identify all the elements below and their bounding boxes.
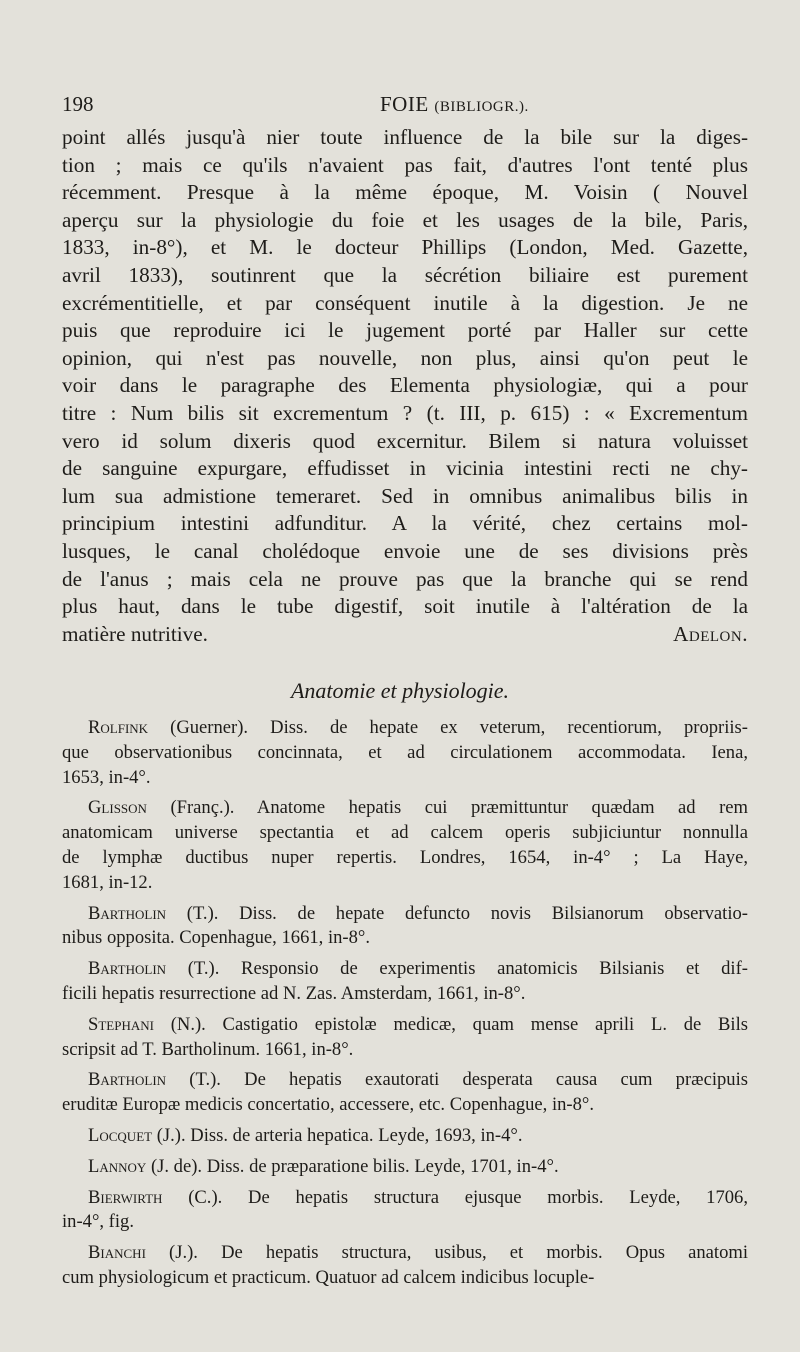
running-head: [380, 92, 529, 117]
body-line: plus haut, dans le tube digestif, soit inutile à l'altération de la: [62, 594, 748, 619]
bibliography-line: 1653, in-4°.: [62, 766, 151, 788]
author-signature: Adelon.: [673, 621, 748, 646]
bibliography-line: Bierwirth (C.). De hepatis structura ejusque morbis. Leyde, 1706,: [88, 1186, 748, 1208]
author-name: Locquet: [88, 1124, 157, 1146]
bibliography-entry: [62, 1186, 748, 1236]
section-title: Anatomie et physiologie.: [290, 678, 510, 703]
bibliography-entry: [62, 902, 748, 952]
author-name: Stephani: [88, 1013, 171, 1035]
body-line: aperçu sur la physiologie du foie et les usages de la bile, Paris,: [62, 207, 748, 232]
body-line: titre : Num bilis sit excrementum ? (t. III, p. 615) : « Excrementum: [62, 400, 748, 425]
bibliography-line: de lymphæ ductibus nuper repertis. Londres, 1654, in-4° ; La Haye,: [62, 846, 748, 868]
bibliography-line: eruditæ Europæ medicis concertatio, accessere, etc. Copenhague, in-8°.: [62, 1094, 595, 1116]
page-number: 198: [62, 92, 94, 116]
body-line: lusques, le canal cholédoque envoie une de ses divisions près: [62, 538, 748, 563]
author-name: Bierwirth: [88, 1186, 189, 1208]
bibliography-line: Stephani (N.). Castigatio epistolæ medicæ, quam mense aprili L. de Bils: [88, 1013, 748, 1035]
body-line: avril 1833), soutinrent que la sécrétion biliaire est purement: [62, 262, 748, 287]
body-line: tion ; mais ce qu'ils n'avaient pas fait, d'autres l'ont tenté plus: [62, 152, 748, 177]
bibliography-line: ficili hepatis resurrectione ad N. Zas. Amsterdam, 1661, in-8°.: [62, 982, 526, 1004]
body-line: voir dans le paragraphe des Elementa physiologiæ, qui a pour: [62, 373, 748, 398]
running-subtitle: (BIBLIOGR.).: [434, 99, 529, 115]
author-name: Glisson: [88, 797, 171, 819]
bibliography-line: in-4°, fig.: [62, 1211, 134, 1233]
bibliography-entry: [62, 1155, 748, 1180]
body-line: point allés jusqu'à nier toute influence de la bile sur la diges-: [62, 125, 748, 149]
bibliography-entry: [62, 796, 748, 895]
bibliography: [62, 716, 748, 1297]
body-line: puis que reproduire ici le jugement porté par Haller sur cette: [62, 318, 748, 343]
bibliography-line: Lannoy (J. de). Diss. de præparatione bilis. Leyde, 1701, in-4°.: [88, 1155, 559, 1177]
bibliography-entry: [62, 716, 748, 790]
bibliography-line: cum physiologicum et practicum. Quatuor ad calcem indicibus locuple-: [62, 1266, 595, 1288]
bibliography-entry: [62, 957, 748, 1007]
bibliography-entry: [62, 1241, 748, 1291]
bibliography-line: Glisson (Franç.). Anatome hepatis cui præmittuntur quædam ad rem: [88, 797, 748, 819]
body-line: récemment. Presque à la même époque, M. Voisin ( Nouvel: [62, 180, 748, 205]
bibliography-line: Bartholin (T.). Diss. de hepate defuncto novis Bilsianorum observatio-: [88, 902, 748, 924]
bibliography-entry: [62, 1013, 748, 1063]
bibliography-line: Bianchi (J.). De hepatis structura, usibus, et morbis. Opus anatomi: [88, 1242, 749, 1264]
bibliography-line: anatomicam universe spectantia et ad calcem operis subjiciuntur nonnulla: [62, 822, 748, 844]
author-name: Rolfink: [88, 717, 171, 738]
bibliography-entry: [62, 1068, 748, 1118]
body-line: principium intestini adfunditur. A la vérité, chez certains mol-: [62, 511, 748, 536]
bibliography-line: Bartholin (T.). Responsio de experimentis anatomicis Bilsianis et dif-: [88, 958, 748, 980]
body-line: de l'anus ; mais cela ne prouve pas que la branche qui se rend: [62, 566, 748, 591]
body-line: de sanguine expurgare, effudisset in vicinia intestini recti ne chy-: [62, 456, 748, 481]
body-line: lum sua admistione temeraret. Sed in omnibus animalibus bilis in: [62, 483, 748, 508]
author-name: Lannoy: [88, 1155, 151, 1177]
body-line: opinion, qui n'est pas nouvelle, non plus, ainsi qu'on peut le: [62, 345, 748, 370]
bibliography-line: Rolfink (Guerner). Diss. de hepate ex veterum, recentiorum, propriis-: [88, 717, 748, 738]
bibliography-entry: [62, 1124, 748, 1149]
author-name: Bartholin: [88, 902, 187, 924]
author-name: Bartholin: [88, 958, 188, 980]
bibliography-line: que observationibus concinnata, et ad circulationem accommodata. Iena,: [62, 741, 748, 763]
bibliography-line: scripsit ad T. Bartholinum. 1661, in-8°.: [62, 1038, 354, 1060]
bibliography-line: nibus opposita. Copenhague, 1661, in-8°.: [62, 927, 371, 949]
body-line: excrémentitielle, et par conséquent inutile à la digestion. Je ne: [62, 290, 748, 315]
bibliography-line: Bartholin (T.). De hepatis exautorati desperata causa cum præcipuis: [88, 1069, 748, 1091]
page-header: [62, 92, 748, 122]
bibliography-line: Locquet (J.). Diss. de arteria hepatica. Leyde, 1693, in-4°.: [88, 1124, 523, 1146]
running-title: FOIE: [380, 92, 429, 116]
bibliography-line: 1681, in-12.: [62, 871, 153, 893]
body-line: 1833, in-8°), et M. le docteur Phillips (London, Med. Gazette,: [62, 235, 748, 260]
body-line: vero id solum dixeris quod excernitur. Bilem si natura voluisset: [62, 428, 748, 453]
author-name: Bartholin: [88, 1069, 190, 1091]
body-line: matière nutritive. Adelon.: [62, 621, 748, 649]
body-text: [62, 124, 748, 648]
author-name: Bianchi: [88, 1242, 170, 1264]
